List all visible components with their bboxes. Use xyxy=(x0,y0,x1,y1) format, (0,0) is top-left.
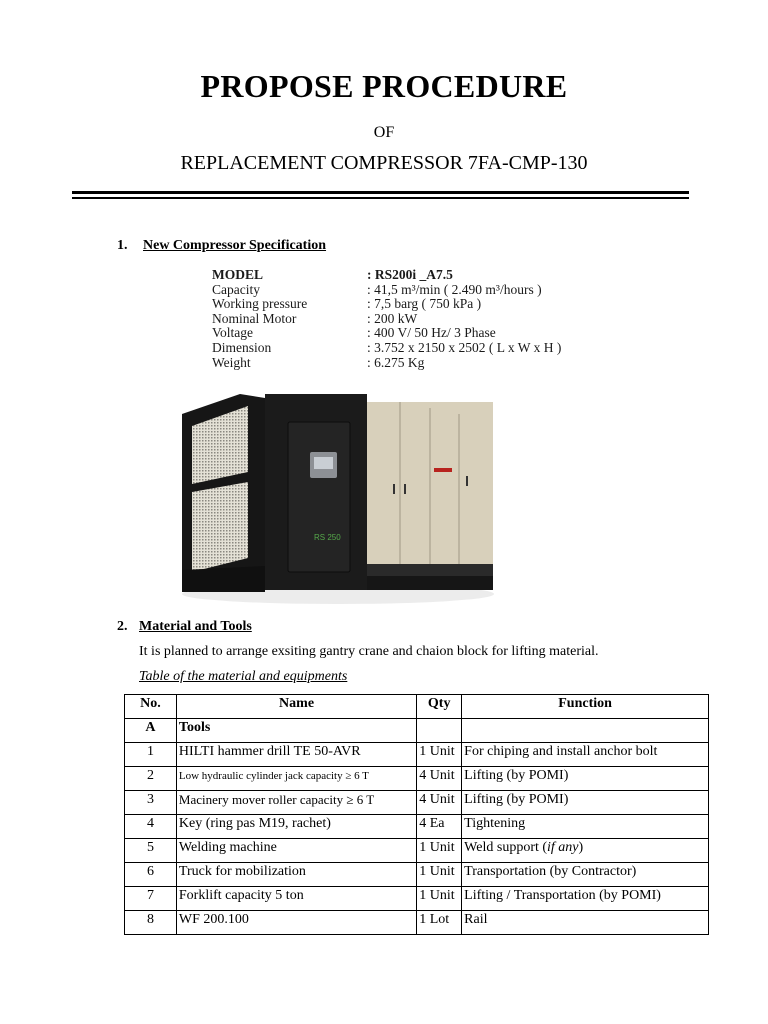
row-qty: 4 Unit xyxy=(417,791,462,815)
header-function: Function xyxy=(462,695,709,719)
group-no: A xyxy=(125,719,177,743)
table-row xyxy=(125,911,709,935)
table-row xyxy=(125,863,709,887)
materials-table xyxy=(124,694,709,935)
spec-key: Nominal Motor xyxy=(212,310,297,326)
row-no: 6 xyxy=(125,863,177,887)
table-row xyxy=(125,815,709,839)
row-name: Forklift capacity 5 ton xyxy=(176,887,416,911)
compressor-model-label: RS 250 xyxy=(314,533,341,542)
row-name: Welding machine xyxy=(176,839,416,863)
row-function: Lifting (by POMI) xyxy=(462,791,709,815)
spec-value: : 6.275 Kg xyxy=(367,354,425,370)
spec-value: : 400 V/ 50 Hz/ 3 Phase xyxy=(367,325,496,341)
table-header-row xyxy=(125,695,709,719)
row-name: HILTI hammer drill TE 50-AVR xyxy=(176,743,416,767)
row-qty: 1 Lot xyxy=(417,911,462,935)
empty-cell xyxy=(462,719,709,743)
row-name: Low hydraulic cylinder jack capacity ≥ 6 T xyxy=(176,767,416,791)
row-no: 7 xyxy=(125,887,177,911)
table-group-row xyxy=(125,719,709,743)
row-no: 8 xyxy=(125,911,177,935)
row-qty: 1 Unit xyxy=(417,887,462,911)
row-qty: 1 Unit xyxy=(417,839,462,863)
function-emphasis: if any xyxy=(547,840,579,855)
row-name: WF 200.100 xyxy=(176,911,416,935)
section-2-number: 2. xyxy=(117,619,128,634)
spec-key: Dimension xyxy=(212,339,272,355)
row-function: Tightening xyxy=(462,815,709,839)
row-qty: 4 Unit xyxy=(417,767,462,791)
row-function: Lifting / Transportation (by POMI) xyxy=(462,887,709,911)
row-function: Rail xyxy=(462,911,709,935)
section-1-number: 1. xyxy=(117,238,128,253)
row-no: 1 xyxy=(125,743,177,767)
row-function: Lifting (by POMI) xyxy=(462,767,709,791)
header-name: Name xyxy=(176,695,416,719)
spec-value: : 41,5 m³/min ( 2.490 m³/hours ) xyxy=(367,281,542,297)
row-qty: 1 Unit xyxy=(417,743,462,767)
section-1-title: New Compressor Specification xyxy=(143,238,327,253)
spec-value: : 3.752 x 2150 x 2502 ( L x W x H ) xyxy=(367,339,562,355)
document-title: PROPOSE PROCEDURE xyxy=(200,68,568,104)
row-no: 5 xyxy=(125,839,177,863)
row-name: Macinery mover roller capacity ≥ 6 T xyxy=(176,791,416,815)
air-compressor-image xyxy=(178,380,494,610)
table-caption: Table of the material and equipments xyxy=(139,669,348,684)
function-text: Weld support ( xyxy=(464,840,548,855)
row-no: 3 xyxy=(125,791,177,815)
section-2-paragraph: It is planned to arrange exsiting gantry crane and chaion block for lifting material. xyxy=(139,644,599,659)
row-qty: 4 Ea xyxy=(417,815,462,839)
section-1-heading xyxy=(117,238,326,254)
row-function: For chiping and install anchor bolt xyxy=(462,743,709,767)
spec-key: Voltage xyxy=(212,325,253,341)
header-qty: Qty xyxy=(417,695,462,719)
spec-value: : 200 kW xyxy=(367,310,418,326)
row-no: 2 xyxy=(125,767,177,791)
table-row xyxy=(125,767,709,791)
function-text: ) xyxy=(578,840,584,855)
table-row xyxy=(125,887,709,911)
table-row xyxy=(125,743,709,767)
row-no: 4 xyxy=(125,815,177,839)
section-2-title: Material and Tools xyxy=(139,619,252,634)
document-subtitle: REPLACEMENT COMPRESSOR 7FA-CMP-130 xyxy=(180,152,588,174)
row-qty: 1 Unit xyxy=(417,863,462,887)
title-divider-thick xyxy=(72,191,689,194)
spec-key: Working pressure xyxy=(212,296,308,312)
spec-key: Weight xyxy=(212,354,251,370)
row-function: Transportation (by Contractor) xyxy=(462,863,709,887)
table-row xyxy=(125,839,709,863)
row-name: Truck for mobilization xyxy=(176,863,416,887)
row-name: Key (ring pas M19, rachet) xyxy=(176,815,416,839)
spec-value: : 7,5 barg ( 750 kPa ) xyxy=(367,296,482,312)
empty-cell xyxy=(417,719,462,743)
spec-key: Capacity xyxy=(212,281,260,297)
spec-value: : RS200i _A7.5 xyxy=(367,267,453,282)
spec-key: MODEL xyxy=(212,267,264,282)
title-divider-thin xyxy=(72,197,689,199)
group-name: Tools xyxy=(176,719,416,743)
row-function xyxy=(462,839,709,863)
table-row xyxy=(125,791,709,815)
document-of: OF xyxy=(373,124,395,141)
section-2-heading xyxy=(117,619,252,635)
header-no: No. xyxy=(125,695,177,719)
